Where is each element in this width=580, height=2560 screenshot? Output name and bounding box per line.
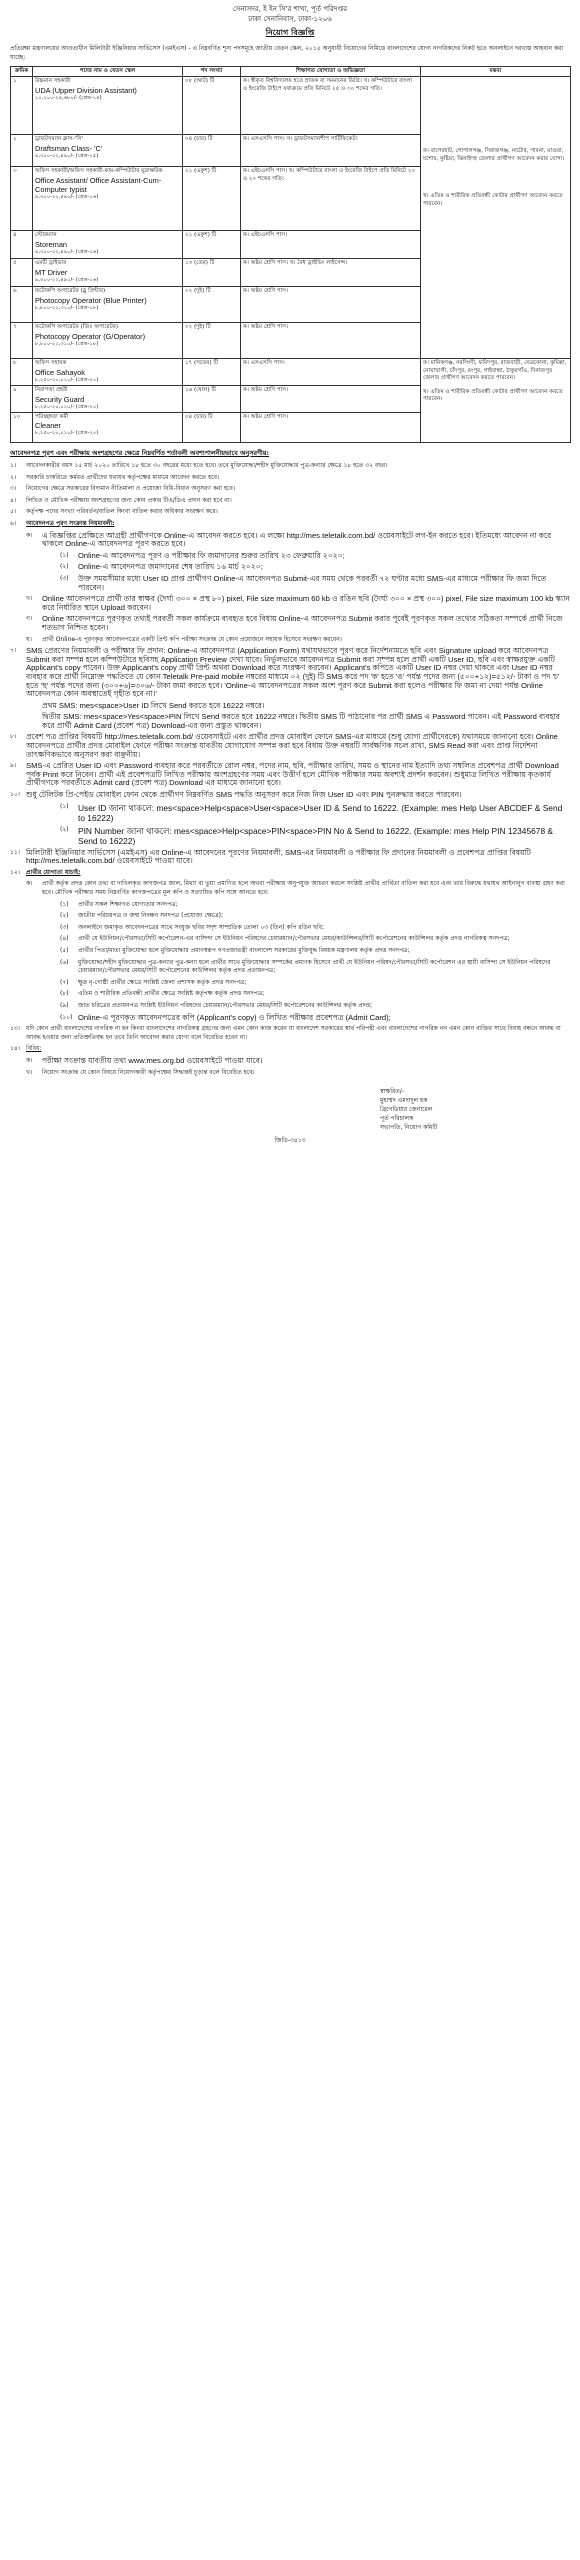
document-item: (৫) প্রার্থীর পিতা/মাতা মুক্তিযোদ্ধা হলে মুক্তিযোদ্ধার প্রমাণস্বরূপ গণপ্রজাতন্ত্রী বাংলাদেশ সরকারের মুক্তিযুদ্ধ বিষয়ক মন্ত্রণালয় কর্তৃক প্রদত্ত সনদপত্র; — [60, 947, 570, 956]
sub-item: খ। নিয়োগ সংক্রান্ত যে কোন বিষয়ে নিয়োগকারী কর্তৃপক্ষের সিদ্ধান্তই চূড়ান্ত বলে বিবেচিত হবে। — [26, 1069, 570, 1078]
row-count: ২১ (একুশ) টি — [183, 231, 241, 259]
post-en: Office Sahayok — [35, 367, 85, 377]
item-text: উক্ত সময়সীমার মধ্যে User ID প্রাপ্ত প্রার্থীগণ Online-এ আবেদনপত্র Submit-এর সময় থেকে পরবর্তী ৭২ ঘণ্টার মধ্যে SMS-এর মাধ্যমে পরীক্ষার ফি জমা দিতে পারবেন। — [78, 573, 547, 592]
list-item: ৫। কর্তৃপক্ষ পদের সংখ্যা পরিবর্তন/বাতিল কিংবা বাতিল করার অধিকার সংরক্ষণ করে। — [10, 508, 570, 517]
sub-sub-item: (১) User ID জানা থাকলে: mes<space>Help<space>User<space>User ID & Send to 16222. (Example: mes Help User ABCDEF & Send to 16222) — [60, 803, 570, 823]
signatory-rank: ব্রিগেডিয়ার জেনারেল — [380, 1106, 433, 1114]
sub-item: গ। Online আবেদনপত্রে পূরণকৃত তথ্যই পরবর্তী সকল কার্যক্রমে ব্যবহৃত হবে বিধায় Online-এ আবেদনপত্র Submit করার পূর্বেই পূরণকৃত সকল তথ্যের সঠিকতা সম্পর্কে প্রার্থী নিজে শতভাগ নিশ্চিত হবেন। — [26, 615, 570, 632]
list-item: ১২। প্রার্থীর যোগ্যতা যাচাই: — [10, 869, 570, 878]
item-text: Online-এ পূরণকৃত আবেদনপত্রের কপি (Applicant's copy) ও লিখিত পরীক্ষার প্রবেশপত্র (Admit Card); — [78, 1012, 391, 1022]
row-post — [33, 135, 183, 167]
list-item: ৪। লিখিত ও মৌখিক পরীক্ষায় অংশগ্রহণের জন্য কোন প্রকার টিএ/ডিএ প্রদান করা হবে না। — [10, 497, 570, 506]
item-text: প্রার্থী কর্তৃক প্রদত্ত কোন তথ্য বা দাখিলকৃত কাগজপত্র জাল, মিথ্যা বা ভুয়া প্রমাণিত হলে অথবা পরীক্ষায় অনুপযুক্ত আচরণ করলে সংশ্লিষ্ট প্রার্থীর প্রার্থিতা বাতিল করা হবে এবং তার বিরুদ্ধে যথাযথ আইনানুগ ব্যবস্থা গ্রহণ করা হবে। মৌখিক পরীক্ষার সময় নিম্নবর্ণিত কাগজপত্রের মূল কপি ও সত্যায়িত কপি সঙ্গে আনতে হবে: — [42, 880, 565, 896]
row-count: ০২ (দুই) টি — [183, 287, 241, 323]
sub-item: ক। প্রার্থী কর্তৃক প্রদত্ত কোন তথ্য বা দাখিলকৃত কাগজপত্র জাল, মিথ্যা বা ভুয়া প্রমাণিত হলে অথবা পরীক্ষায় অনুপযুক্ত আচরণ করলে সংশ্লিষ্ট প্রার্থীর প্রার্থিতা বাতিল করা হবে এবং তার বিরুদ্ধে যথাযথ আইনানুগ ব্যবস্থা গ্রহণ করা হবে। মৌখিক পরীক্ষার সময় নিম্নবর্ণিত কাগজপত্রের মূল কপি ও সত্যায়িত কপি সঙ্গে আনতে হবে: — [26, 880, 570, 897]
item-text: জাতীয় পরিচয়পত্র ও জন্ম নিবন্ধন সনদপত্র (প্রযোজ্য ক্ষেত্রে); — [78, 912, 224, 920]
post-pay: ৮,৮০০-২১,৩১০/- (গ্রেড-১৮) — [35, 304, 99, 311]
sub-item: খ। Online আবেদনপত্রে প্রার্থী তার স্বাক্ষর (দৈর্ঘ্য ৩০০ × প্রস্থ ৮০) pixel, File size maximum 60 kb ও রঙিন ছবি (দৈর্ঘ্য ৩০০ × প্রস্থ ৩০০) pixel, File size maximum 100 kb স্ক্যান করে নির্ধারিত স্থানে Upload করবেন। — [26, 594, 570, 612]
item-text: Online-এ আবেদনপত্র জমাদানের শেষ তারিখ ১৬ মার্চ ২০২০; — [78, 562, 263, 572]
item-text: যদি কোন প্রার্থী বাংলাদেশের নাগরিক না হন কিংবা বাংলাদেশের নাগরিকত্ব গ্রহণের জন্য এমন কোন কাজ করেন যা বাংলাদেশ সরকারের স্বার্থ পরিপন্থী এবং বাংলাদেশের নাগরিক নন এমন কোন ব্যক্তির সাথে বিবাহ বন্ধনে আবদ্ধ বা আবদ্ধ হওয়ার জন্য প্রতিশ্রুতিবদ্ধ হন তবে তিনি আবেদন করার যোগ্য বলে বিবেচিত হবেন না। — [26, 1025, 561, 1041]
sub-sub-item: (৩) উক্ত সময়সীমার মধ্যে User ID প্রাপ্ত প্রার্থীগণ Online-এ আবেদনপত্র Submit-এর সময় থেকে পরবর্তী ৭২ ঘণ্টার মধ্যে SMS-এর মাধ্যমে পরীক্ষার ফি জমা দিতে পারবেন। — [60, 575, 570, 592]
row-post — [33, 323, 183, 359]
col-qualification: শিক্ষাগত যোগ্যতা ও অভিজ্ঞতা — [241, 67, 421, 77]
item-text: User ID জানা থাকলে: mes<space>Help<space>User<space>User ID & Send to 16222. (Example: mes Help User ABCDEF & Send to 16222) — [78, 802, 563, 823]
row-count: ২১ (একুশ) টি — [183, 167, 241, 231]
post-pay: ৮,২৫০-২০,০১০/- (গ্রেড-২০) — [35, 403, 99, 410]
sms-step — [26, 713, 570, 730]
document-item: (৬) মুক্তিযোদ্ধা/শহীদ মুক্তিযোদ্ধার পুত্র-কন্যার পুত্র-কন্যা হলে প্রার্থীর সাথে মুক্তিযোদ্ধার সম্পর্কের প্রমাণক হিসেবে প্রার্থী যে ইউনিয়ন পরিষদ/পৌরসভা/সিটি কর্পোরেশন এর স্থায়ী বাসিন্দা সে ইউনিয়ন পরিষদের চেয়ারম্যান/পৌরসভার মেয়র/সিটি কর্পোরেশনের কাউন্সিলর কর্তৃক প্রদত্ত প্রত্যয়নপত্র; — [60, 959, 570, 976]
row-count: ১৩ (তের) টি — [183, 259, 241, 287]
row-post — [33, 167, 183, 231]
row-serial: ৮ — [11, 359, 33, 386]
notice-title: নিয়োগ বিজ্ঞপ্তি — [265, 28, 315, 37]
item-text: মুক্তিযোদ্ধা/শহীদ মুক্তিযোদ্ধার পুত্র-কন্যার পুত্র-কন্যা হলে প্রার্থীর সাথে মুক্তিযোদ্ধার সম্পর্কের প্রমাণক হিসেবে প্রার্থী যে ইউনিয়ন পরিষদ/পৌরসভা/সিটি কর্পোরেশন এর স্থায়ী বাসিন্দা সে ইউনিয়ন পরিষদের চেয়ারম্যান/পৌরসভার মেয়র/সিটি কর্পোরেশনের কাউন্সিলর কর্তৃক প্রদত্ত প্রত্যয়নপত্র; — [78, 958, 551, 975]
document-item: (৯) জাত চরিত্রের প্রত্যয়নপত্র সংশ্লিষ্ট ইউনিয়ন পরিষদের চেয়ারম্যান/পৌরসভার মেয়র/সিটি কর্পোরেশনের কাউন্সিলর কর্তৃক প্রদত্ত; — [60, 1002, 570, 1011]
item-text: প্রার্থীর যোগ্যতা যাচাই: — [26, 868, 81, 876]
row-post — [33, 287, 183, 323]
item-text: ক্ষুদ্র নৃ-গোষ্ঠী প্রার্থীর ক্ষেত্রে সংশ্লিষ্ট জেলা প্রশাসক কর্তৃক প্রদত্ত সনদপত্র; — [78, 978, 247, 986]
row-qualification: ক। অষ্টম শ্রেণি পাস। খ। বৈধ ড্রাইভিং লাইসেন্স। — [241, 259, 421, 287]
item-text: শুধু টেলিটক প্রি-পেইড মোবাইল ফোন থেকে প্রার্থীগণ নিম্নবর্ণিত SMS পদ্ধতি অনুসরণ করে নিজ নিজ User ID এবং PIN পুনরুদ্ধার করতে পারবেন। — [26, 790, 462, 800]
item-text: SMS-এ প্রেরিত User ID এবং Password ব্যবহার করে পরবর্তীতে রোল নম্বর, পদের নাম, ছবি, পরীক্ষার তারিখ, সময় ও স্থানের নাম ইত্যাদি তথ্য সম্বলিত প্রবেশপত্র প্রার্থী Download পূর্বক Print করে নিবেন। প্রার্থী এই প্রবেশপত্রটি লিখিত পরীক্ষায় অংশগ্রহণের সময় এবং উত্তীর্ণ হলে মৌখিক পরীক্ষার সময় অবশ্যই প্রদর্শন করবেন। শুধুমাত্র লিখিত পরীক্ষায় কৃতকার্য প্রার্থীগণকে পরবর্তীতে Admit card (প্রবেশ পত্র) Download এর মাধ্যমে জানানো হবে। — [26, 761, 559, 788]
post-en: Draftsman Class- 'C' — [35, 143, 103, 153]
post-en: Office Assistant/ Office Assistant-Cum-Computer typist — [35, 175, 162, 194]
item-text: পরীক্ষা সংক্রান্ত যাবতীয় তথ্য www.mes.org.bd ওয়েবসাইটে পাওয়া যাবে। — [42, 1055, 263, 1065]
row-post — [33, 77, 183, 135]
item-text: কর্তৃপক্ষ পদের সংখ্যা পরিবর্তন/বাতিল কিংবা বাতিল করার অধিকার সংরক্ষণ করে। — [26, 508, 218, 516]
row-count: ১৬ (ষোল) টি — [183, 386, 241, 413]
list-item: ১। আবেদনকারীর বয়স ১৫ মার্চ ২০২০ তারিখে ১৮ হতে ৩০ বছরের মধ্যে হতে হবে। তবে মুক্তিযোদ্ধা/শহীদ মুক্তিযোদ্ধার পুত্র-কন্যার ক্ষেত্রে ১৮ হতে ৩২ বছর। — [10, 462, 570, 471]
list-item: ২। সরকারি চাকরিতে কর্মরত প্রার্থীদের যথাযথ কর্তৃপক্ষের মাধ্যমে আবেদন করতে হবে। — [10, 474, 570, 483]
item-text: প্রার্থীর পিতা/মাতা মুক্তিযোদ্ধা হলে মুক্তিযোদ্ধার প্রমাণস্বরূপ গণপ্রজাতন্ত্রী বাংলাদেশ সরকারের মুক্তিযুদ্ধ বিষয়ক মন্ত্রণালয় কর্তৃক প্রদত্ত সনদপত্র; — [78, 946, 410, 954]
post-en: Photocopy Operator (G/Operator) — [35, 331, 146, 341]
list-item: ১৩। যদি কোন প্রার্থী বাংলাদেশের নাগরিক না হন কিংবা বাংলাদেশের নাগরিকত্ব গ্রহণের জন্য এমন কোন কাজ করেন যা বাংলাদেশ সরকারের স্বার্থ পরিপন্থী এবং বাংলাদেশের নাগরিক নন এমন কোন ব্যক্তির সাথে বিবাহ বন্ধনে আবদ্ধ বা আবদ্ধ হওয়ার জন্য প্রতিশ্রুতিবদ্ধ হন তবে তিনি আবেদন করার যোগ্য বলে বিবেচিত হবেন না। — [10, 1025, 570, 1042]
item-text: Online আবেদনপত্রে প্রার্থী তার স্বাক্ষর (দৈর্ঘ্য ৩০০ × প্রস্থ ৮০) pixel, File size maximum 60 kb ও রঙিন ছবি (দৈর্ঘ্য ৩০০ × প্রস্থ ৩০০) pixel, File size maximum 100 kb স্ক্যান করে নির্ধারিত স্থানে Upload করবেন। — [42, 594, 570, 612]
row-qualification: ক। এসএসসি পাস। খ। ড্রাফটসম্যানশীপ সার্টিফিকেট। — [241, 135, 421, 167]
list-item: ৯। SMS-এ প্রেরিত User ID এবং Password ব্যবহার করে পরবর্তীতে রোল নম্বর, পদের নাম, ছবি, পরীক্ষার তারিখ, সময় ও স্থানের নাম ইত্যাদি তথ্য সম্বলিত প্রবেশপত্র প্রার্থী Download পূর্বক Print করে নিবেন। প্রার্থী এই প্রবেশপত্রটি লিখিত পরীক্ষায় অংশগ্রহণের সময় এবং উত্তীর্ণ হলে মৌখিক পরীক্ষার সময় অবশ্যই প্রদর্শন করবেন। শুধুমাত্র লিখিত পরীক্ষায় কৃতকার্য প্রার্থীগণকে পরবর্তীতে Admit card (প্রবেশ পত্র) Download এর মাধ্যমে জানানো হবে। — [10, 762, 570, 788]
list-item: ৭। SMS প্রেরণের নিয়মাবলী ও পরীক্ষার ফি প্রদান: Online-এ আবেদনপত্র (Application Form) যথাযথভাবে পূরণ করে নির্দেশনামতে ছবি এবং Signature upload করে আবেদনপত্র Submit করা সম্পন্ন হলে কম্পিউটারে ছবিসহ Application Preview দেখা যাবে। নির্ভুলভাবে আবেদনপত্র Submit করা সম্পন্ন হলে প্রার্থী একটি User ID, ছবি এবং স্বাক্ষরযুক্ত একটি Applicant's copy পাবেন। উক্ত Applicant's copy প্রার্থী প্রিন্ট অথবা Download করে সংরক্ষণ করবেন। Applicant's কপিতে একটি User ID নম্বর দেয়া থাকবে এবং User ID নম্বর ব্যবহার করে প্রার্থী নিম্নোক্ত পদ্ধতিতে যে কোন Teletalk Pre-paid mobile নম্বরের মাধ্যমে ০২ (দুই) টি SMS করে পদ 'ক' হতে 'ঙ' পর্যন্ত পদের জন্য (৫০০+১২)=৫১২/- টাকা ও পদ 'চ' হতে 'ছ' পর্যন্ত পদের জন্য (৩০০+৬)=৩০৬/- টাকা জমা করতে হবে। 'Online-এ আবেদনপত্রের সকল অংশ পূরণ করে Submit করা হলেও পরীক্ষার ফি জমা না দেয়া পর্যন্ত Online আবেদনপত্র কোন অবস্থাতেই গৃহীত হবে না।' — [10, 647, 570, 699]
document-item: (৪) প্রার্থী যে ইউনিয়ন/পৌরসভা/সিটি কর্পোরেশন-এর বাসিন্দা সে ইউনিয়ন পরিষদের চেয়ারম্যান/পৌরসভার মেয়র/কাউন্সিলর/সিটি কর্পোরেশনের কাউন্সিলর কর্তৃক প্রদত্ত নাগরিকত্ব সনদপত্র; — [60, 935, 570, 944]
table-row — [11, 77, 571, 135]
post-pay: ৯,৩০০-২২,৪৯০/- (গ্রেড-১৬) — [35, 276, 99, 283]
col-count: পদ সংখ্যা — [183, 67, 241, 77]
col-serial: ক্রমিক — [11, 67, 33, 77]
row-serial: ১ — [11, 77, 33, 135]
item-text: প্রার্থী Online-এ পূরণকৃত আবেদনপত্রের একটি প্রিন্ট কপি পরীক্ষা সংক্রান্ত যে কোন প্রয়োজনে সহায়ক হিসেবে সংরক্ষণ করবেন। — [42, 635, 342, 643]
remark-3: ক। মানিকগঞ্জ, নরসিংদী, ফরিদপুর, রাজবাড়ী, নেত্রকোনা, কুমিল্লা, নোয়াখালী, চাঁদপুর, রংপুর, গাইবান্ধা, ঠাকুরগাঁও, দিনাজপুর জেলার প্রার্থীগণ আবেদন করতে পারবেন। — [423, 360, 567, 382]
post-bn: অফিস সহকারী/অফিস সহকারী-কাম-কম্পিউটার মুদ্রাক্ষরিক — [35, 168, 163, 175]
post-en: Security Guard — [35, 394, 85, 404]
notice-page — [10, 0, 570, 1146]
footer-code: জিডি-৩৪১৩ — [274, 1137, 306, 1145]
signatory-role: সভাপতি, নিয়োগ কমিটি — [380, 1124, 438, 1132]
list-item: ১০। শুধু টেলিটক প্রি-পেইড মোবাইল ফোন থেকে প্রার্থীগণ নিম্নবর্ণিত SMS পদ্ধতি অনুসরণ করে নিজ নিজ User ID এবং PIN পুনরুদ্ধার করতে পারবেন। — [10, 791, 570, 800]
item-text: অনলাইনে জমাকৃত আবেদনপত্রের সাথে সংযুক্ত ছবির সদৃশ সাম্প্রতিক তোলা ০৩ (তিন) কপি রঙিন ছবি; — [78, 923, 324, 931]
document-item: (১) প্রার্থীর সকল শিক্ষাগত যোগ্যতার সনদপত্র; — [60, 901, 570, 910]
row-serial: ৩ — [11, 167, 33, 231]
post-bn: পরিচ্ছন্নতা কর্মী — [35, 414, 69, 421]
row-count: ০৮ (আট) টি — [183, 77, 241, 135]
row-qualification: ক। এইচএসসি পাস। খ। কম্পিউটারে বাংলা ও ইংরেজি টাইপে প্রতি মিনিটে ২০ ও ২০ শব্দের গতি। — [241, 167, 421, 231]
post-bn: ফটোকপি অপারেটর (ব্লু প্রিন্টার) — [35, 288, 106, 295]
post-en: Cleaner — [35, 421, 61, 431]
letterhead — [10, 4, 570, 24]
row-serial: ১০ — [11, 413, 33, 443]
list-item: ৬। আবেদনপত্র পূরণ সংক্রান্ত নিয়মাবলী: — [10, 520, 570, 529]
item-text: নিয়োগের ক্ষেত্রে সরকারের বিদ্যমান নীতিমালা ও প্রযোজ্য বিধি-বিধান অনুসরণ করা হবে। — [26, 485, 236, 493]
row-qualification: ক। এসএসসি পাস। — [241, 359, 421, 386]
post-en: UDA (Upper Division Assistant) — [35, 85, 137, 95]
row-post — [33, 231, 183, 259]
post-bn: উচ্চমান সহকারী — [35, 78, 71, 85]
post-en: MT Driver — [35, 267, 68, 277]
row-qualification: ক। স্বীকৃত বিশ্ববিদ্যালয় হতে স্নাতক বা সমমানের ডিগ্রি। খ। কম্পিউটারে বাংলা ও ইংরেজি টাইপে যথাক্রমে প্রতি মিনিটে ২৫ ও ৩০ শব্দের গতি। — [241, 77, 421, 135]
post-pay: ৯,৩০০-২২,৪৯০/- (গ্রেড-১৬) — [35, 193, 99, 200]
list-item: ৩। নিয়োগের ক্ষেত্রে সরকারের বিদ্যমান নীতিমালা ও প্রযোজ্য বিধি-বিধান অনুসরণ করা হবে। — [10, 485, 570, 494]
row-qualification: ক। অষ্টম শ্রেণি পাস। — [241, 413, 421, 443]
document-item: (১০) Online-এ পূরণকৃত আবেদনপত্রের কপি (Applicant's copy) ও লিখিত পরীক্ষার প্রবেশপত্র (Admit Card); — [60, 1014, 570, 1023]
post-en: Photocopy Operator (Blue Printer) — [35, 295, 147, 305]
sub-item: ঘ। প্রার্থী Online-এ পূরণকৃত আবেদনপত্রের একটি প্রিন্ট কপি পরীক্ষা সংক্রান্ত যে কোন প্রয়োজনে সহায়ক হিসেবে সংরক্ষণ করবেন। — [26, 636, 570, 645]
table-row — [11, 359, 571, 386]
post-pay: ৯,৩০০-২২,৪৯০/- (গ্রেড-১৫) — [35, 152, 99, 159]
item-text: SMS প্রেরণের নিয়মাবলী ও পরীক্ষার ফি প্রদান: Online-এ আবেদনপত্র (Application Form) যথাযথভাবে পূরণ করে নির্দেশনামতে ছবি এবং Signature upload করে আবেদনপত্র Submit করা সম্পন্ন হলে কম্পিউটারে ছবিসহ Application Preview দেখা যাবে। নির্ভুলভাবে আবেদনপত্র Submit করা সম্পন্ন হলে প্রার্থী একটি User ID, ছবি এবং স্বাক্ষরযুক্ত একটি Applicant's copy পাবেন। উক্ত Applicant's copy প্রার্থী প্রিন্ট অথবা Download করে সংরক্ষণ করবেন। Applicant's কপিতে একটি User ID নম্বর দেয়া থাকবে এবং User ID নম্বর ব্যবহার করে প্রার্থী নিম্নোক্ত পদ্ধতিতে যে কোন Teletalk Pre-paid mobile নম্বরের মাধ্যমে ০২ (দুই) টি SMS করে পদ 'ক' হতে 'ঙ' পর্যন্ত পদের জন্য (৫০০+১২)=৫১২/- টাকা ও পদ 'চ' হতে 'ছ' পর্যন্ত পদের জন্য (৩০০+৬)=৩০৬/- টাকা জমা করতে হবে। 'Online-এ আবেদনপত্রের সকল অংশ পূরণ করে Submit করা হলেও পরীক্ষার ফি জমা না দেয়া পর্যন্ত Online আবেদনপত্র কোন অবস্থাতেই গৃহীত হবে না।' — [26, 646, 560, 699]
remarks-group-1 — [421, 77, 571, 359]
row-serial: ২ — [11, 135, 33, 167]
item-text: লিখিত ও মৌখিক পরীক্ষায় অংশগ্রহণের জন্য কোন প্রকার টিএ/ডিএ প্রদান করা হবে না। — [26, 496, 232, 504]
item-text: এ বিজ্ঞপ্তির প্রেক্ষিতে আগ্রহী প্রার্থীগণকে Online-এ আবেদন করতে হবে। এ লক্ষ্যে http://mes.teletalk.com.bd/ ওয়েবসাইটে লগ-ইন করতে হবে। ইতিমধ্যে আবেদন না করে থাকলে Online-এ আবেদনপত্র পূরণ করতে হবে। — [42, 530, 552, 549]
list-item: ৮। প্রবেশ পত্র প্রাপ্তির বিষয়টি http://mes.teletalk.com.bd/ ওয়েবসাইটে এবং প্রার্থীর প্রদত্ত মোবাইল ফোনে SMS-এর মাধ্যমে (শুধু যোগ্য প্রার্থীদেরকে) যথাসময়ে জানানো হবে। Online আবেদনপত্রে প্রার্থীর প্রদত্ত মোবাইল ফোনে পরীক্ষা সংক্রান্ত যাবতীয় যোগাযোগ সম্পন্ন করা হবে বিধায় উক্ত নম্বরটি সার্বক্ষণিক সচল রাখা, SMS Read করা এবং প্রাপ্ত নির্দেশনা তাৎক্ষণিকভাবে অনুসরণ করা বাঞ্ছনীয়। — [10, 733, 570, 759]
item-text: প্রার্থীর সকল শিক্ষাগত যোগ্যতার সনদপত্র; — [78, 900, 178, 908]
row-serial: ৯ — [11, 386, 33, 413]
row-count: ০৪ (চার) টি — [183, 135, 241, 167]
signatory-designation: পূর্ত পরিচালক — [380, 1115, 414, 1123]
item-text: সরকারি চাকরিতে কর্মরত প্রার্থীদের যথাযথ কর্তৃপক্ষের মাধ্যমে আবেদন করতে হবে। — [26, 473, 220, 481]
vacancy-table — [10, 66, 571, 443]
row-qualification: ক। অষ্টম শ্রেণি পাস। — [241, 386, 421, 413]
row-count: ০৪ (চার) টি — [183, 413, 241, 443]
post-bn: এমটি ড্রাইভার — [35, 260, 67, 267]
row-serial: ৬ — [11, 287, 33, 323]
item-text: নিয়োগ সংক্রান্ত যে কোন বিষয়ে নিয়োগকারী কর্তৃপক্ষের সিদ্ধান্তই চূড়ান্ত বলে বিবেচিত হবে। — [42, 1068, 255, 1076]
sub-sub-item: (২) Online-এ আবেদনপত্র জমাদানের শেষ তারিখ ১৬ মার্চ ২০২০; — [60, 563, 570, 572]
remark-2: খ। এতিম ও শারীরিক প্রতিবন্ধী কোটার প্রার্থীগণ আবেদন করতে পারবেন। — [423, 193, 563, 207]
post-pay: ১০,২০০-২৪,৬৮০/- (গ্রেড-১৪) — [35, 94, 102, 101]
row-post — [33, 259, 183, 287]
item-text: Online আবেদনপত্রে পূরণকৃত তথ্যই পরবর্তী সকল কার্যক্রমে ব্যবহৃত হবে বিধায় Online-এ আবেদনপত্র Submit করার পূর্বেই পূরণকৃত সকল তথ্যের সঠিকতা সম্পর্কে প্রার্থী নিজে শতভাগ নিশ্চিত হবেন। — [42, 614, 563, 632]
item-text: বিবিধ: — [26, 1045, 42, 1053]
row-post — [33, 359, 183, 386]
document-item: (২) জাতীয় পরিচয়পত্র ও জন্ম নিবন্ধন সনদপত্র (প্রযোজ্য ক্ষেত্রে); — [60, 912, 570, 921]
remark-4: খ। এতিম ও শারীরিক প্রতিবন্ধী কোটার প্রার্থীগণ আবেদন করতে পারবেন। — [423, 388, 563, 403]
item-text: Online-এ আবেদনপত্র পূরণ ও পরীক্ষার ফি জমাদানের শুরুর তারিখ ২৩ ফেব্রুয়ারি ২০২০; — [78, 550, 345, 560]
col-remarks: মন্তব্য — [421, 67, 571, 77]
row-qualification: ক। অষ্টম শ্রেণি পাস। — [241, 287, 421, 323]
row-count: ০২ (দুই) টি — [183, 323, 241, 359]
item-text: আবেদনপত্র পূরণ সংক্রান্ত নিয়মাবলী: — [26, 520, 115, 527]
row-qualification: ক। এইচএসসি পাস। — [241, 231, 421, 259]
post-bn: ড্রাফটসম্যান ক্লাস-'সি' — [35, 136, 84, 143]
conditions-heading: আবেদনপত্র পূরণ এবং পরীক্ষায় অংশগ্রহণের ক্ষেত্রে নিম্নবর্ণিত শর্তাবলী অবশ্যপালনীয়ভাবে অনুসরণীয়: — [10, 449, 270, 458]
item-text: আবেদনকারীর বয়স ১৫ মার্চ ২০২০ তারিখে ১৮ হতে ৩০ বছরের মধ্যে হতে হবে। তবে মুক্তিযোদ্ধা/শহীদ মুক্তিযোদ্ধার পুত্র-কন্যার ক্ষেত্রে ১৮ হতে ৩২ বছর। — [26, 462, 388, 470]
item-text: দ্বিতীয় SMS: mes<space>Yes<space>PIN লিখে Send করতে হবে 16222 নম্বরে। দ্বিতীয় SMS টি পাঠানোর পর প্রার্থী SMS এ Password পাবেন। এই Password ব্যবহার করে প্রার্থী Admit Card (প্রবেশ পত্র) Download-এর জন্য প্রস্তুত থাকবেন। — [42, 712, 560, 730]
document-item: (৩) অনলাইনে জমাকৃত আবেদনপত্রের সাথে সংযুক্ত ছবির সদৃশ সাম্প্রতিক তোলা ০৩ (তিন) কপি রঙিন ছবি; — [60, 924, 570, 933]
address-line: ঢাকা সেনানিবাস, ঢাকা-১২০৬ — [248, 15, 332, 23]
sub-item: ক। পরীক্ষা সংক্রান্ত যাবতীয় তথ্য www.mes.org.bd ওয়েবসাইটে পাওয়া যাবে। — [26, 1057, 570, 1066]
row-count: ১৭ (সতের) টি — [183, 359, 241, 386]
item-text: জাত চরিত্রের প্রত্যয়নপত্র সংশ্লিষ্ট ইউনিয়ন পরিষদের চেয়ারম্যান/পৌরসভার মেয়র/সিটি কর্পোরেশনের কাউন্সিলর কর্তৃক প্রদত্ত; — [78, 1001, 373, 1009]
list-item: ১৪। বিবিধ: — [10, 1045, 570, 1054]
row-serial: ৭ — [11, 323, 33, 359]
signatory-name: মুহাম্মদ এমদাদুল হক — [380, 1097, 428, 1105]
item-text: PIN Number জানা থাকলে: mes<space>Help<space>PIN<space>PIN No & Send to 16222. (Example: mes Help PIN 12345678 & Send to 16222) — [78, 825, 554, 846]
signature-block — [380, 1087, 570, 1132]
sms-step — [26, 702, 570, 711]
sub-item: ক। এ বিজ্ঞপ্তির প্রেক্ষিতে আগ্রহী প্রার্থীগণকে Online-এ আবেদন করতে হবে। এ লক্ষ্যে http://mes.teletalk.com.bd/ ওয়েবসাইটে লগ-ইন করতে হবে। ইতিমধ্যে আবেদন না করে থাকলে Online-এ আবেদনপত্র পূরণ করতে হবে। — [26, 532, 570, 549]
post-en: Storeman — [35, 239, 68, 249]
sub-sub-item: (১) Online-এ আবেদনপত্র পূরণ ও পরীক্ষার ফি জমাদানের শুরুর তারিখ ২৩ ফেব্রুয়ারি ২০২০; — [60, 552, 570, 561]
signature-signed: স্বাক্ষরিত/- — [380, 1088, 404, 1096]
item-text: প্রার্থী যে ইউনিয়ন/পৌরসভা/সিটি কর্পোরেশন-এর বাসিন্দা সে ইউনিয়ন পরিষদের চেয়ারম্যান/পৌরসভার মেয়র/কাউন্সিলর/সিটি কর্পোরেশনের কাউন্সিলর কর্তৃক প্রদত্ত নাগরিকত্ব সনদপত্র; — [78, 935, 510, 943]
post-pay: ৮,২৫০-২০,০১০/- (গ্রেড-২০) — [35, 430, 99, 437]
row-post — [33, 413, 183, 443]
post-bn: স্টোরম্যান — [35, 232, 57, 239]
col-post: পদের নাম ও বেতন স্কেল — [33, 67, 183, 77]
row-serial: ৪ — [11, 231, 33, 259]
post-bn: অফিস সহায়ক — [35, 360, 67, 367]
post-pay: ৮,৮০০-২১,৩১০/- (গ্রেড-১৮) — [35, 340, 99, 347]
item-text: মিলিটারী ইঞ্জিনিয়ার সার্ভিসেস (এমইএস) এর Online-এ আবেদনের পূরণের নিয়মাবলী, SMS-এর নিয়মাবলী ও পরীক্ষার ফি প্রদানের নিয়মাবলী ও প্রবেশপত্র প্রাপ্তির বিষয়টি http://mes.teletalk.com.bd/ ওয়েবসাইটে পাওয়া যাবে। — [26, 847, 531, 866]
row-qualification: ক। অষ্টম শ্রেণি পাস। — [241, 323, 421, 359]
list-item: ১১। মিলিটারী ইঞ্জিনিয়ার সার্ভিসেস (এমইএস) এর Online-এ আবেদনের পূরণের নিয়মাবলী, SMS-এর নিয়মাবলী ও পরীক্ষার ফি প্রদানের নিয়মাবলী ও প্রবেশপত্র প্রাপ্তির বিষয়টি http://mes.teletalk.com.bd/ ওয়েবসাইটে পাওয়া যাবে। — [10, 849, 570, 866]
post-bn: নিরাপত্তা প্রহরী — [35, 387, 68, 394]
post-pay: ৮,২৫০-২০,০১০/- (গ্রেড-২০) — [35, 376, 99, 383]
document-item: (৮) এতিম ও শারীরিক প্রতিবন্ধী প্রার্থীর ক্ষেত্রে সংশ্লিষ্ট কর্তৃপক্ষ কর্তৃক প্রদত্ত সনদপত্র; — [60, 990, 570, 999]
post-pay: ৯,৩০০-২২,৪৯০/- (গ্রেড-১৬) — [35, 248, 99, 255]
sub-sub-item: (২) PIN Number জানা থাকলে: mes<space>Help<space>PIN<space>PIN No & Send to 16222. (Example: mes Help PIN 12345678 & Send to 16222) — [60, 826, 570, 846]
remark-1: ক। বাগেরহাট, গোপালগঞ্জ, সিরাজগঞ্জ, নাটোর, পাবনা, মাগুরা, যশোর, কুষ্টিয়া, ঝিনাইদহ জেলার প্রার্থীগণ আবেদন করার যোগ্য। — [423, 148, 565, 162]
remarks-group-2 — [421, 359, 571, 443]
org-line: সেনাসদর, ই ইন সি'র শাখা, পূর্ত পরিদপ্তর — [232, 5, 348, 13]
post-bn: ফটোকপি অপারেটর (জিঃ অপারেটর) — [35, 324, 119, 331]
document-item: (৭) ক্ষুদ্র নৃ-গোষ্ঠী প্রার্থীর ক্ষেত্রে সংশ্লিষ্ট জেলা প্রশাসক কর্তৃক প্রদত্ত সনদপত্র; — [60, 979, 570, 988]
item-text: এতিম ও শারীরিক প্রতিবন্ধী প্রার্থীর ক্ষেত্রে সংশ্লিষ্ট কর্তৃপক্ষ কর্তৃক প্রদত্ত সনদপত্র; — [78, 990, 265, 998]
item-text: প্রথম SMS: mes<space>User ID লিখে Send করতে হবে 16222 নম্বরে। — [42, 700, 265, 710]
row-serial: ৫ — [11, 259, 33, 287]
intro-paragraph: প্রতিরক্ষা মন্ত্রণালয়ের আওতাধীন মিলিটারী ইঞ্জিনিয়ার সার্ভিসেস (এমইএস) - এ নিম্নবর্ণিত শূন্য পদসমূহে জাতীয় বেতন স্কেল, ২০১৫ অনুযায়ী নিয়োগের নিমিত্তে বাংলাদেশের যোগ্য নাগরিকদের নিকট হতে অনলাইনে দরখাস্ত আহবান করা যাচ্ছে: — [10, 45, 564, 61]
row-post — [33, 386, 183, 413]
table-header-row — [11, 67, 571, 77]
item-text: প্রবেশ পত্র প্রাপ্তির বিষয়টি http://mes.teletalk.com.bd/ ওয়েবসাইটে এবং প্রার্থীর প্রদত্ত মোবাইল ফোনে SMS-এর মাধ্যমে (শুধু যোগ্য প্রার্থীদেরকে) যথাসময়ে জানানো হবে। Online আবেদনপত্রে প্রার্থীর প্রদত্ত মোবাইল ফোনে পরীক্ষা সংক্রান্ত যাবতীয় যোগাযোগ সম্পন্ন করা হবে বিধায় উক্ত নম্বরটি সার্বক্ষণিক সচল রাখা, SMS Read করা এবং প্রাপ্ত নির্দেশনা তাৎক্ষণিকভাবে অনুসরণ করা বাঞ্ছনীয়। — [26, 732, 558, 759]
